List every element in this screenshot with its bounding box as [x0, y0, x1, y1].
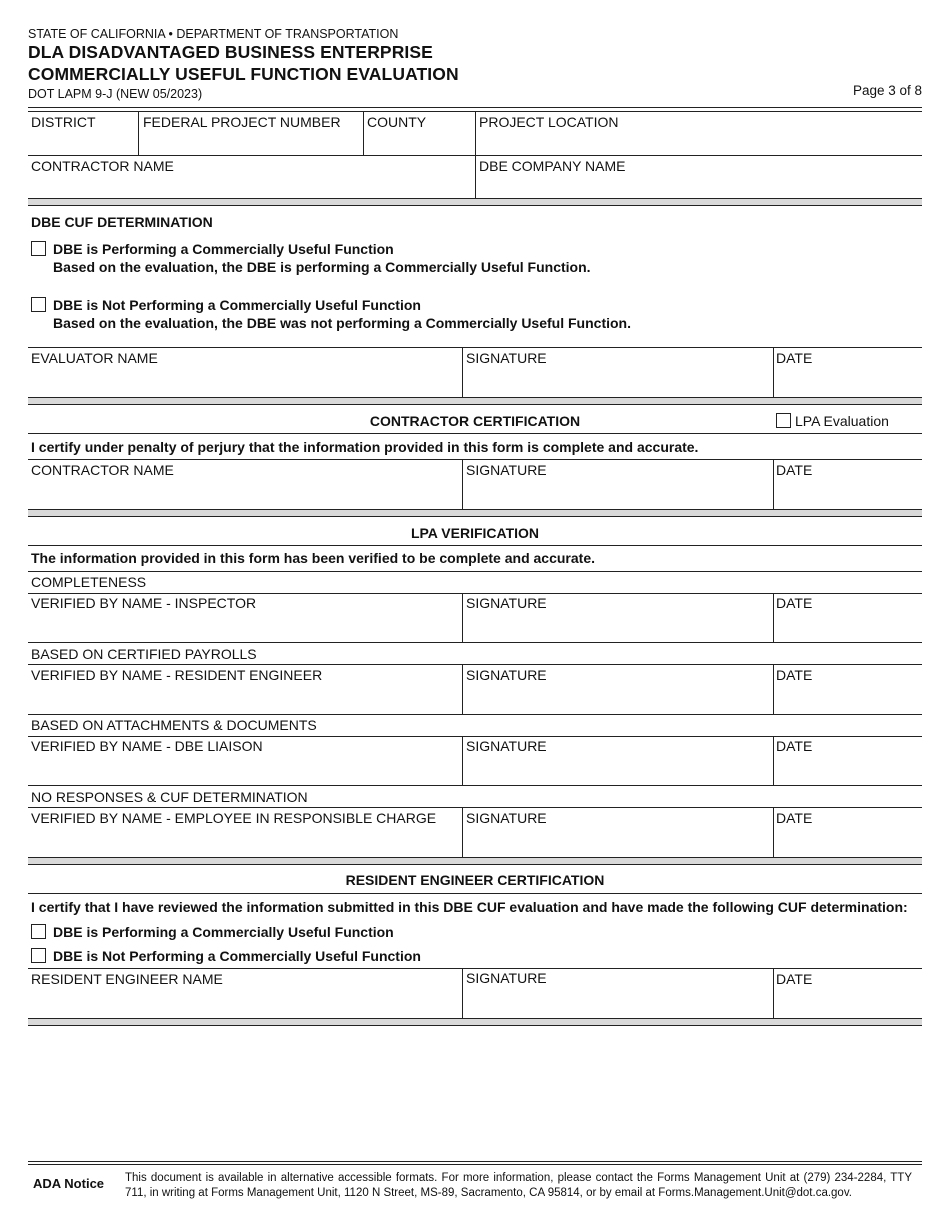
- employee-date-field[interactable]: DATE: [776, 810, 813, 826]
- attachments-subheading: BASED ON ATTACHMENTS & DOCUMENTS: [31, 717, 317, 733]
- form-title-line2: COMMERCIALLY USEFUL FUNCTION EVALUATION: [28, 64, 459, 84]
- divider: [28, 347, 922, 348]
- ada-notice-text: This document is available in alternative accessible formats. For more information, please contact the Forms Management Unit at (279) 234-2284, TTY 711, in writing at Forms Management Unit, 1120 N Street, MS-89, Sacramento, CA 95814, or by email at Forms.Management.Unit@dot.ca.gov.: [125, 1172, 912, 1199]
- contractor-cert-name-field[interactable]: CONTRACTOR NAME: [31, 462, 174, 478]
- contractor-cert-heading: CONTRACTOR CERTIFICATION: [369, 413, 581, 429]
- resident-engineer-signature-field[interactable]: SIGNATURE: [466, 667, 547, 683]
- divider: [462, 736, 463, 785]
- federal-project-number-field[interactable]: FEDERAL PROJECT NUMBER: [143, 114, 341, 130]
- section-band: [28, 397, 922, 405]
- divider: [773, 736, 774, 785]
- resident-engineer-date-field[interactable]: DATE: [776, 667, 813, 683]
- divider: [28, 736, 922, 737]
- page-number: Page 3 of 8: [852, 83, 922, 98]
- divider: [363, 111, 364, 155]
- divider: [773, 593, 774, 642]
- contractor-cert-date-field[interactable]: DATE: [776, 462, 813, 478]
- employee-name-field[interactable]: VERIFIED BY NAME - EMPLOYEE IN RESPONSIBLE CHARGE: [31, 810, 437, 826]
- divider: [28, 155, 922, 156]
- county-field[interactable]: COUNTY: [367, 114, 427, 130]
- inspector-name-field[interactable]: VERIFIED BY NAME - INSPECTOR: [31, 595, 257, 611]
- divider: [462, 459, 463, 509]
- not-performing-checkbox[interactable]: [31, 297, 46, 312]
- re-name-field[interactable]: RESIDENT ENGINEER NAME: [31, 971, 223, 987]
- divider: [773, 664, 774, 714]
- divider: [28, 107, 922, 108]
- divider: [462, 664, 463, 714]
- inspector-signature-field[interactable]: SIGNATURE: [466, 595, 547, 611]
- re-performing-label: DBE is Performing a Commercially Useful Function: [53, 924, 394, 940]
- divider: [28, 571, 922, 572]
- divider: [28, 593, 922, 594]
- evaluator-signature-field[interactable]: SIGNATURE: [466, 350, 547, 366]
- completeness-subheading: COMPLETENESS: [31, 574, 147, 590]
- lpa-evaluation-checkbox[interactable]: [776, 413, 791, 428]
- divider: [28, 433, 922, 434]
- form-number: DOT LAPM 9-J (NEW 05/2023): [28, 87, 203, 101]
- dbe-liaison-name-field[interactable]: VERIFIED BY NAME - DBE LIAISON: [31, 738, 263, 754]
- re-performing-checkbox[interactable]: [31, 924, 46, 939]
- contractor-name-field[interactable]: CONTRACTOR NAME: [31, 158, 174, 174]
- form-title-line1: DLA DISADVANTAGED BUSINESS ENTERPRISE: [28, 42, 433, 62]
- divider: [462, 347, 463, 397]
- divider: [28, 785, 922, 786]
- divider: [462, 807, 463, 857]
- divider: [28, 714, 922, 715]
- divider: [28, 459, 922, 460]
- project-location-field[interactable]: PROJECT LOCATION: [479, 114, 619, 130]
- contractor-cert-statement: I certify under penalty of perjury that the information provided in this form is complete and accurate.: [31, 439, 699, 455]
- divider: [28, 968, 922, 969]
- not-performing-option-desc: Based on the evaluation, the DBE was not performing a Commercially Useful Function.: [53, 315, 631, 331]
- section-band: [28, 857, 922, 865]
- re-cert-heading: RESIDENT ENGINEER CERTIFICATION: [345, 872, 605, 888]
- divider: [773, 459, 774, 509]
- divider: [138, 111, 139, 155]
- divider: [28, 807, 922, 808]
- section-band: [28, 198, 922, 206]
- ada-notice-title: ADA Notice: [33, 1176, 105, 1191]
- re-cert-statement: I certify that I have reviewed the information submitted in this DBE CUF evaluation and have made the following CUF determination:: [31, 899, 908, 915]
- resident-engineer-name-field[interactable]: VERIFIED BY NAME - RESIDENT ENGINEER: [31, 667, 323, 683]
- lpa-verification-heading: LPA VERIFICATION: [410, 525, 540, 541]
- section-band: [28, 1018, 922, 1026]
- agency-line: STATE OF CALIFORNIA • DEPARTMENT OF TRANSPORTATION: [28, 27, 399, 41]
- no-responses-subheading: NO RESPONSES & CUF DETERMINATION: [31, 789, 308, 805]
- dbe-liaison-signature-field[interactable]: SIGNATURE: [466, 738, 547, 754]
- divider: [462, 968, 463, 1018]
- divider: [462, 593, 463, 642]
- divider: [28, 893, 922, 894]
- divider: [28, 545, 922, 546]
- inspector-date-field[interactable]: DATE: [776, 595, 813, 611]
- evaluator-name-field[interactable]: EVALUATOR NAME: [31, 350, 158, 366]
- lpa-evaluation-label: LPA Evaluation: [795, 413, 889, 429]
- contractor-cert-signature-field[interactable]: SIGNATURE: [466, 462, 547, 478]
- divider: [773, 807, 774, 857]
- divider: [28, 642, 922, 643]
- lpa-verification-statement: The information provided in this form has been verified to be complete and accurate.: [31, 550, 595, 566]
- evaluator-date-field[interactable]: DATE: [776, 350, 813, 366]
- divider: [773, 347, 774, 397]
- performing-option-title: DBE is Performing a Commercially Useful Function: [53, 241, 394, 257]
- re-not-performing-label: DBE is Not Performing a Commercially Useful Function: [53, 948, 421, 964]
- payrolls-subheading: BASED ON CERTIFIED PAYROLLS: [31, 646, 257, 662]
- divider: [773, 968, 774, 1018]
- footer-divider: [28, 1164, 922, 1165]
- not-performing-option-title: DBE is Not Performing a Commercially Useful Function: [53, 297, 421, 313]
- district-field[interactable]: DISTRICT: [31, 114, 96, 130]
- re-date-field[interactable]: DATE: [776, 971, 813, 987]
- section-band: [28, 509, 922, 517]
- re-not-performing-checkbox[interactable]: [31, 948, 46, 963]
- dbe-company-name-field[interactable]: DBE COMPANY NAME: [479, 158, 626, 174]
- divider: [28, 664, 922, 665]
- footer-divider: [28, 1161, 922, 1162]
- employee-signature-field[interactable]: SIGNATURE: [466, 810, 547, 826]
- performing-checkbox[interactable]: [31, 241, 46, 256]
- dbe-liaison-date-field[interactable]: DATE: [776, 738, 813, 754]
- performing-option-desc: Based on the evaluation, the DBE is performing a Commercially Useful Function.: [53, 259, 591, 275]
- determination-heading: DBE CUF DETERMINATION: [31, 214, 213, 230]
- re-signature-field[interactable]: SIGNATURE: [466, 970, 547, 986]
